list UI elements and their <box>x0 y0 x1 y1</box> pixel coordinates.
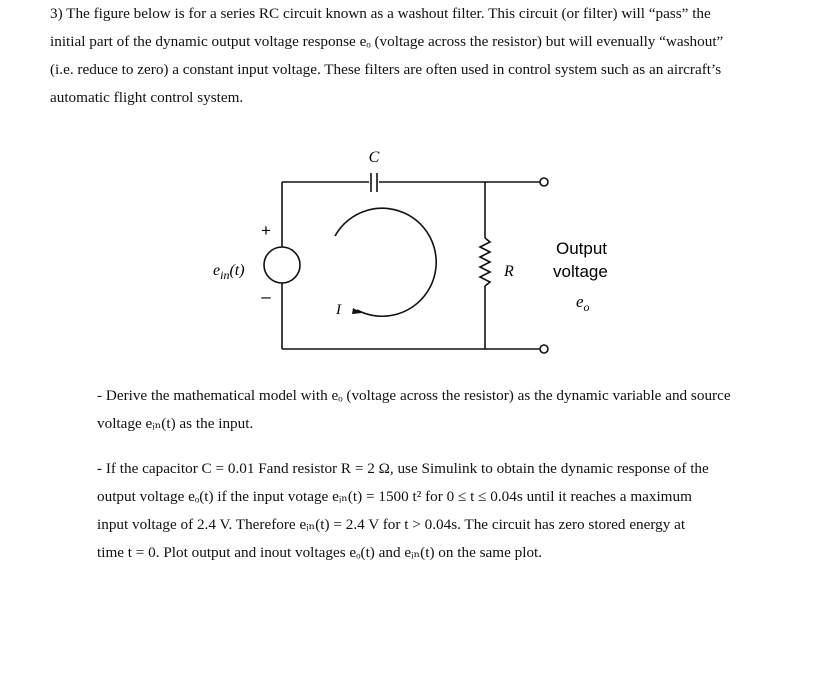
intro-line-1: 3) The figure below is for a series RC circuit known as a washout filter. This circuit (or filter) will “pass” the <box>50 5 711 22</box>
intro-line-4: automatic flight control system. <box>50 89 244 106</box>
source-plus-sign: + <box>261 221 271 240</box>
output-symbol: $e_o$ <box>576 292 590 314</box>
voltage-source <box>264 247 300 283</box>
source-label: $e_{in}(t)$ <box>213 262 245 282</box>
source-minus-sign: – <box>261 287 271 306</box>
q2-line-2: output voltage eₒ(t) if the input votage eᵢₙ(t) = 1500 t² for 0 ≤ t ≤ 0.04s until it reaches a maximum <box>97 488 692 505</box>
resistor-label: R <box>504 263 514 280</box>
q2-line-3: input voltage of 2.4 V. Therefore eᵢₙ(t) = 2.4 V for t > 0.04s. The circuit has zero stored energy at <box>97 516 686 533</box>
q1-line-1: - Derive the mathematical model with eₒ (voltage across the resistor) as the dynamic variable and source <box>97 387 731 404</box>
current-loop-arc <box>335 208 436 316</box>
current-label: I <box>336 302 341 318</box>
intro-line-3: (i.e. reduce to zero) a constant input voltage. These filters are often used in control system such as an aircraft’s <box>50 61 722 78</box>
q1-line-2: voltage eᵢₙ(t) as the input. <box>97 415 254 432</box>
output-terminal-bottom <box>540 345 548 353</box>
output-label-line-2: voltage <box>553 262 608 281</box>
intro-line-2: initial part of the dynamic output voltage response eₒ (voltage across the resistor) but will evenually “washout” <box>50 33 724 50</box>
capacitor-label: C <box>368 149 380 166</box>
q2-line-1: - If the capacitor C = 0.01 Fand resistor R = 2 Ω, use Simulink to obtain the dynamic response of the <box>97 460 709 477</box>
q2-line-4: time t = 0. Plot output and inout voltages eₒ(t) and eᵢₙ(t) on the same plot. <box>97 544 543 561</box>
output-label-line-1: Output <box>556 239 608 258</box>
resistor-zigzag <box>480 238 490 286</box>
output-terminal-top <box>540 178 548 186</box>
question-derive-model <box>97 382 797 438</box>
question-simulink <box>97 455 797 567</box>
